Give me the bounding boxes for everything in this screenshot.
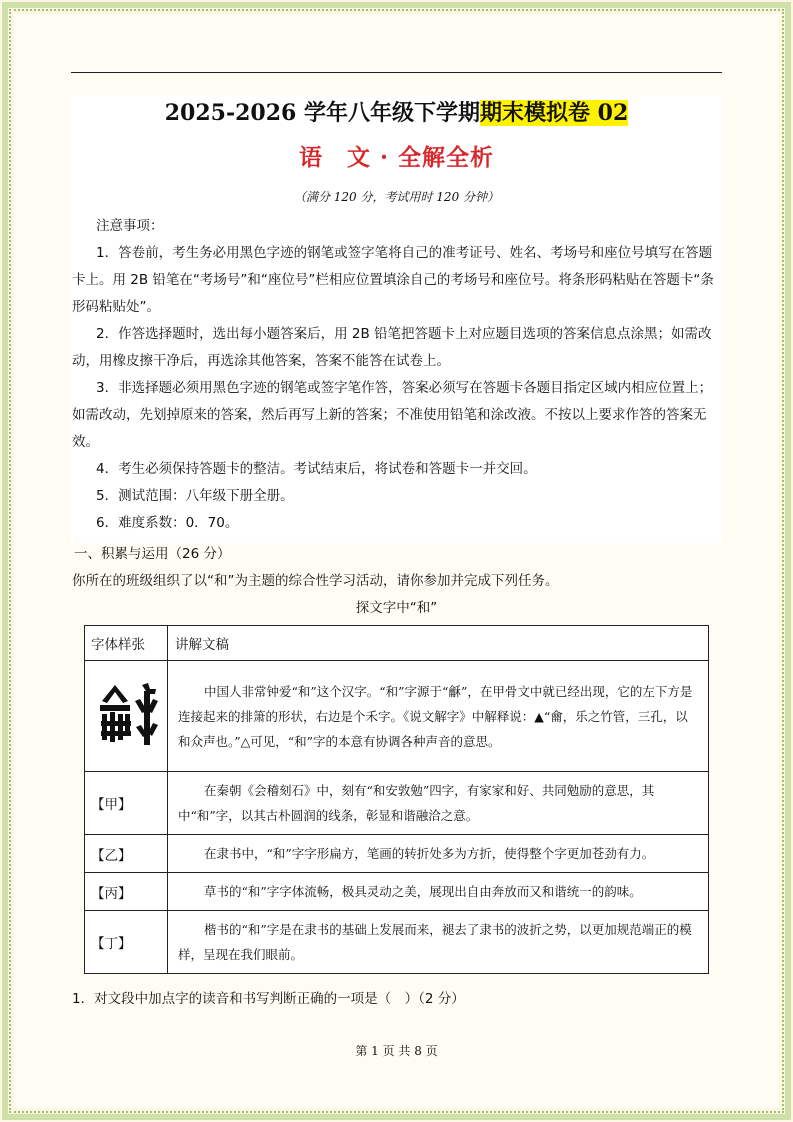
note-item: 3．非选择题必须用黑色字迹的钢笔或签字笔作答，答案必须写在答题卡各题目指定区域内相应位置上；如需改动，先划掉原来的答案，然后再写上新的答案；不准使用铅笔和涂改液。不按以上要求作答的答案无效。: [72, 380, 713, 450]
header-font-sample: 字体样张: [85, 626, 168, 661]
note-item: 6．难度系数：0．70。: [96, 515, 239, 531]
question-1: 1．对文段中加点字的读音和书写判断正确的一项是（ ）（2 分）: [72, 991, 465, 1007]
row-label: 【乙】: [85, 835, 168, 873]
oracle-glyph-icon: [98, 681, 160, 747]
table-row: [85, 772, 709, 835]
script-text-1: 在秦朝《会稽刻石》中，刻有“和安敦勉”四字，有家家和好、共同勉励的意思，其中“和”字，以其古朴圆润的线条，彰显和谐融洽之意。: [168, 772, 709, 835]
top-rule: [71, 72, 722, 73]
notes-heading: 注意事项：: [96, 218, 164, 234]
page-footer: 第 1 页 共 8 页: [355, 1044, 438, 1058]
table-caption: 探文字中“和”: [355, 600, 438, 616]
row-label: 【甲】: [85, 772, 168, 835]
row-label: 【丁】: [85, 911, 168, 974]
script-text-3: 草书的“和”字字体流畅，极具灵动之美，展现出自由奔放而又和谐统一的韵味。: [168, 873, 709, 911]
note-item: 5．测试范围：八年级下册全册。: [96, 488, 294, 504]
section-heading: 一、积累与运用（26 分）: [74, 546, 231, 562]
font-sample-table: [84, 625, 709, 974]
exam-title-main: 2025-2026 学年八年级下学期: [164, 100, 480, 126]
note-item: 1．答卷前，考生务必用黑色字迹的钢笔或签字笔将自己的准考证号、姓名、考场号和座位号填写在答题卡上。用 2B 铅笔在“考场号”和“座位号”栏相应位置填涂自己的考场号和座位号。将条形码粘贴在答题卡“条形码粘贴处”。: [72, 245, 714, 315]
row-label: 【丙】: [85, 873, 168, 911]
table-row: [85, 873, 709, 911]
table-row: [85, 911, 709, 974]
exam-title-highlight: 期末模拟卷 02: [479, 100, 629, 126]
table-row: [85, 835, 709, 873]
script-text-0: 中国人非常钟爱“和”这个汉字。“和”字源于“龢”，在甲骨文中就已经出现，它的左下方是连接起来的排箫的形状，右边是个禾字。《说文解字》中解释说：▲“龠，乐之竹管，三孔，以和众声也。”△可见，“和”字的本意有协调各种声音的意思。: [168, 661, 709, 772]
note-item: 4．考生必须保持答题卡的整洁。考试结束后，将试卷和答题卡一并交回。: [96, 461, 537, 477]
exam-meta: （满分 120 分，考试用时 120 分钟）: [293, 190, 500, 204]
table-row: [85, 661, 709, 772]
script-text-4: 楷书的“和”字是在隶书的基础上发展而来，褪去了隶书的波折之势，以更加规范端正的模样，呈现在我们眼前。: [168, 911, 709, 974]
script-text-2: 在隶书中，“和”字字形扁方，笔画的转折处多为方折，使得整个字更加苍劲有力。: [168, 835, 709, 873]
section-intro: 你所在的班级组织了以“和”为主题的综合性学习活动，请你参加并完成下列任务。: [72, 573, 559, 589]
oracle-bone-he-glyph: [85, 661, 168, 772]
table-header-row: [85, 626, 709, 661]
notes-list: [72, 240, 722, 537]
exam-title: [71, 98, 722, 128]
note-item: 2．作答选择题时，选出每小题答案后，用 2B 铅笔把答题卡上对应题目选项的答案信息点涂黑；如需改动，用橡皮擦干净后，再选涂其他答案，答案不能答在试卷上。: [72, 326, 712, 369]
exam-subject: 语 文 · 全解全析: [298, 144, 495, 171]
header-script: 讲解文稿: [168, 626, 709, 661]
